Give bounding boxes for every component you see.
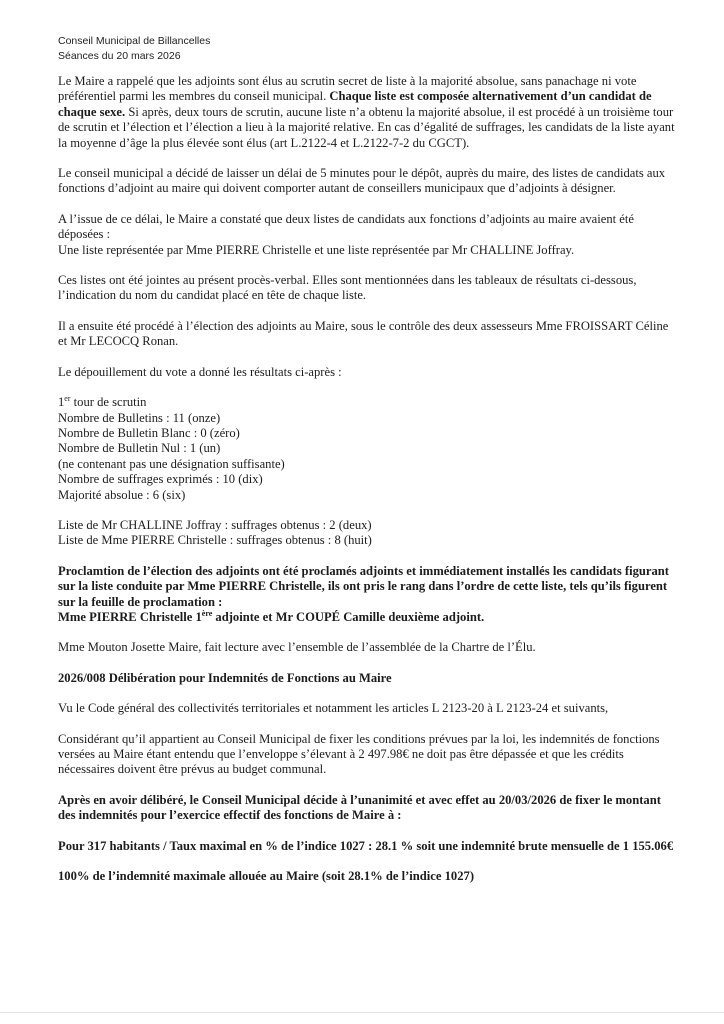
expressed-votes-count: Nombre de suffrages exprimés : 10 (dix): [58, 472, 263, 487]
null-ballots-note: (ne contenant pas une désignation suffisante): [58, 456, 285, 471]
document-header: [58, 34, 210, 64]
lists-deposited-line2: Une liste représentée par Mme PIERRE Christelle et une liste représentée par Mr CHALLINE Joffray.: [58, 242, 575, 257]
charter-reading-paragraph: Mme Mouton Josette Maire, fait lecture avec l’ensemble de l’assemblée de la Chartre de l’Élu.: [58, 640, 536, 655]
null-ballots-count: Nombre de Bulletin Nul : 1 (un): [58, 441, 221, 456]
blank-ballots-count: Nombre de Bulletin Blanc : 0 (zéro): [58, 425, 240, 440]
deadline-paragraph: Le conseil municipal a décidé de laisser un délai de 5 minutes pour le dépôt, auprès du maire, des listes de candidats aux fonctions d’adjoint au maire qui doivent comporter autant de conseillers municipaux que d’adjoints à désigner.: [58, 166, 666, 196]
proclamation-paragraph: Proclamtion de l’élection des adjoints ont été proclamés adjoints et immédiatement installés les candidats figurant sur la liste conduite par Mme PIERRE Christelle, ils ont pris le rang dans l’ordre de cette liste, tels qu’ils figurent sur la feuille de proclamation : Mme PIERRE Christelle 1ère adjointe et Mr COUPÉ Camille deuxième adjoint.: [58, 563, 669, 624]
election-rules-paragraph: [58, 74, 678, 151]
indemnity-rate-paragraph: Pour 317 habitants / Taux maximal en % de l’indice 1027 : 28.1 % soit une indemnité brute mensuelle de 1 155.06€: [58, 838, 674, 853]
legal-basis-paragraph: Vu le Code général des collectivités territoriales et notamment les articles L 2123-20 à L 2123-24 et suivants,: [58, 701, 609, 716]
list-result-challine: Liste de Mr CHALLINE Joffray : suffrages obtenus : 2 (deux): [58, 517, 372, 532]
absolute-majority: Majorité absolue : 6 (six): [58, 487, 186, 502]
rules-text-c: Si après, deux tours de scrutin, aucune liste n’a obtenu la majorité absolue, il est procédé à un troisième tour de scrutin et l’élection et l’élection a lieu à la majorité relative. En cas d’égalité de suffrages, les candidats de la liste ayant la moyenne d’âge la plus élevée sont élus (art L.2122-4 et L.2122-7-2 du CGCT).: [58, 104, 675, 150]
assessors-paragraph: Il a ensuite été procédé à l’élection des adjoints au Maire, sous le contrôle des deux assesseurs Mme FROISSART Céline et Mr LECOCQ Ronan.: [58, 318, 669, 349]
document-body: [58, 74, 678, 884]
considering-paragraph: Considérant qu’il appartient au Conseil Municipal de fixer les conditions prévues par la loi, les indemnités de fonctions versées au Maire étant entendu que l’enveloppe s’élevant à 2 497.98€ ne doit pas être dépassée et que les crédits nécessaires doivent être prévus au budget communal.: [58, 731, 660, 777]
council-name: Conseil Municipal de Billancelles: [58, 35, 211, 47]
lists-deposited-line1: A l’issue de ce délai, le Maire a constaté que deux listes de candidats aux fonctions d’adjoints au maire avaient été déposées :: [58, 211, 634, 242]
decision-paragraph: Après en avoir délibéré, le Conseil Municipal décide à l’unanimité et avec effet au 20/03/2026 de fixer le montant des indemnités pour l’exercice effectif des fonctions de Maire à :: [58, 792, 661, 823]
round-label: 1er tour de scrutin: [58, 393, 147, 410]
page-bottom-edge: [0, 1012, 724, 1013]
deliberation-title: 2026/008 Délibération pour Indemnités de Fonctions au Maire: [58, 670, 392, 685]
list-results: [58, 518, 678, 549]
lists-attached-paragraph: Ces listes ont été jointes au présent procès-verbal. Elles sont mentionnées dans les tableaux de résultats ci-dessous, l’indication du nom du candidat placé en tête de chaque liste.: [58, 273, 637, 303]
lists-deposited-paragraph: [58, 212, 678, 258]
session-date: Séances du 20 mars 2026: [58, 50, 181, 62]
indemnity-percentage-paragraph: 100% de l’indemnité maximale allouée au Maire (soit 28.1% de l’indice 1027): [58, 869, 475, 884]
counting-paragraph: Le dépouillement du vote a donné les résultats ci-après :: [58, 364, 342, 379]
rules-text-bold: Chaque liste est composée alternativement d’un candidat de chaque sexe.: [58, 89, 652, 119]
list-result-pierre: Liste de Mme PIERRE Christelle : suffrages obtenus : 8 (huit): [58, 533, 372, 548]
vote-results: [58, 395, 678, 503]
ballots-count: Nombre de Bulletins : 11 (onze): [58, 410, 221, 425]
rules-text-a: Le Maire a rappelé que les adjoints sont élus au scrutin secret de liste à la majorité absolue, sans panachage ni vote préférentiel parmi les membres du conseil municipal.: [58, 74, 637, 104]
proclaimed-adjoints: Mme PIERRE Christelle 1ère adjointe et Mr COUPÉ Camille deuxième adjoint.: [58, 608, 485, 624]
